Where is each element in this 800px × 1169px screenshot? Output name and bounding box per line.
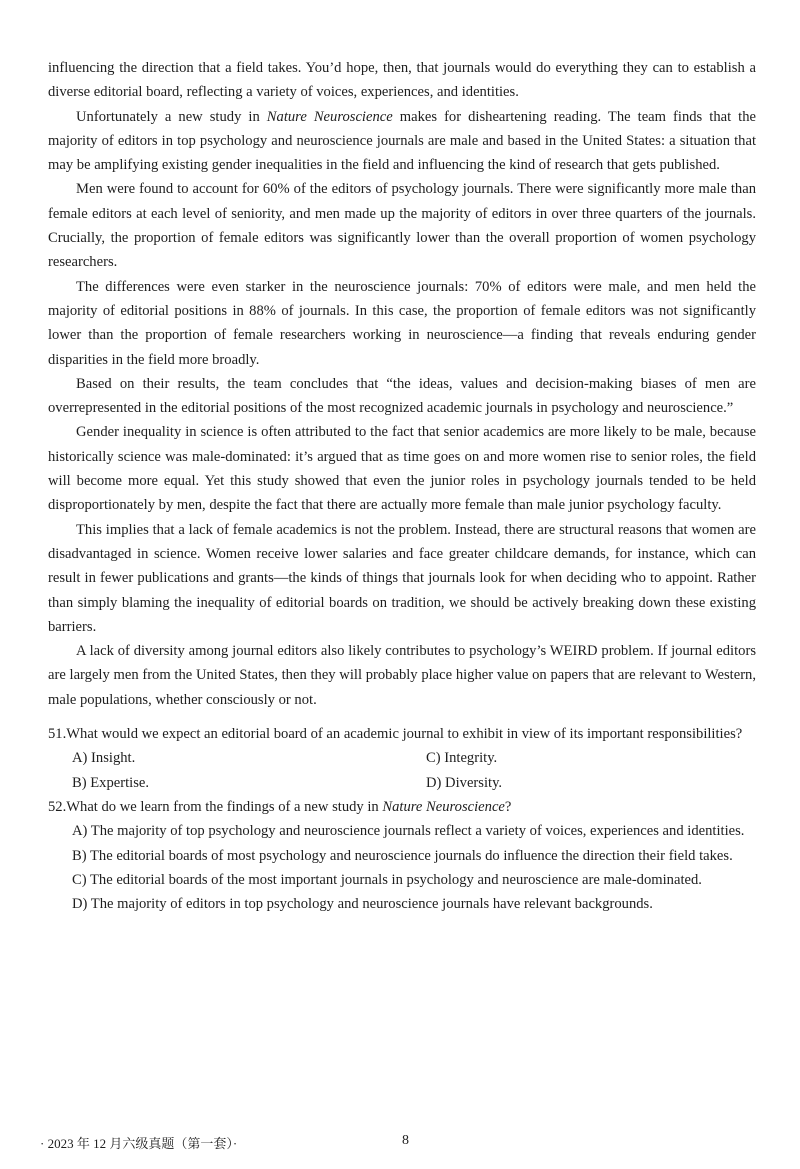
passage-paragraph	[48, 56, 756, 105]
paragraph-text: This implies that a lack of female academics is not the problem. Instead, there are structural reasons that women are disadvantaged in science. Women receive lower salaries and face greater childcare demands, for instance, which can result in fewer publications and grants—the kinds of things that journals look for when deciding who to appoint. Rather than simply blaming the inequality of editorial boards on tradition, we should be actively breaking down these existing barriers.	[48, 521, 756, 635]
passage-paragraph	[48, 420, 756, 517]
paragraph-text: The differences were even starker in the neuroscience journals: 70% of editors were male, and men held the majority of editorial positions in 88% of journals. In this case, the proportion of female editors was not significantly lower than the proportion of female researchers working in neuroscience—a finding that reveals enduring gender disparities in the field more broadly.	[48, 278, 756, 368]
reading-passage	[48, 56, 756, 712]
page-number: 8	[402, 1133, 409, 1148]
passage-paragraph	[48, 639, 756, 712]
paragraph-text: makes for disheartening reading. The team finds that the majority of editors in top psychology and neuroscience journals are male and based in the United States: a situation that may be amplifying existing gender inequalities in the field and influencing the kind of research that gets published.	[48, 108, 757, 174]
option-d[interactable]: D) The majority of editors in top psychology and neuroscience journals have relevant backgrounds.	[72, 896, 653, 913]
paragraph-text: influencing the direction that a field takes. You’d hope, then, that journals would do everything they can to establish a diverse editorial board, reflecting a variety of voices, experiences, and identities.	[48, 60, 756, 101]
question-51	[48, 722, 756, 795]
passage-paragraph	[48, 372, 756, 421]
option-b[interactable]: B) The editorial boards of most psychology and neuroscience journals do influence the direction their field takes.	[72, 847, 733, 864]
question-text-part: ?	[504, 798, 512, 815]
passage-paragraph	[48, 105, 756, 178]
paragraph-text: Based on their results, the team concludes that “the ideas, values and decision-making biases of men are overrepresented in the editorial positions of the most recognized academic journals in psychology and neuroscience.”	[48, 375, 756, 417]
paragraph-text: Men were found to account for 60% of the editors of psychology journals. There were significantly more male than female editors at each level of seniority, and men made up the majority of editors in over three quarters of the journals. Crucially, the proportion of female editors was significantly lower than the overall proportion of women psychology researchers.	[48, 181, 756, 271]
journal-title: Nature Neuroscience	[382, 798, 505, 815]
option-c[interactable]: C) Integrity.	[426, 750, 498, 767]
question-number: 52.	[48, 798, 67, 815]
question-text: What would we expect an editorial board of an academic journal to exhibit in view of its important responsibilities?	[66, 726, 743, 743]
passage-paragraph	[48, 518, 756, 639]
option-c[interactable]: C) The editorial boards of the most important journals in psychology and neuroscience are male-dominated.	[72, 871, 702, 888]
question-52	[48, 795, 756, 916]
option-b[interactable]: B) Expertise.	[72, 774, 150, 791]
paragraph-text: Gender inequality in science is often attributed to the fact that senior academics are more likely to be male, because historically science was male-dominated: it’s argued that as time goes on and more women rise to senior roles, the field will become more equal. Yet this study showed that even the junior roles in psychology journals tended to be held disproportionately by men, despite the fact that there are actually more female than male junior psychology faculty.	[48, 424, 756, 514]
option-d[interactable]: D) Diversity.	[426, 774, 503, 791]
question-text	[66, 795, 756, 819]
questions-section	[48, 722, 756, 916]
options-grid	[72, 746, 756, 795]
passage-paragraph	[48, 275, 756, 372]
option-a[interactable]: A) Insight.	[72, 750, 136, 767]
paragraph-text: Unfortunately a new study in	[76, 108, 267, 125]
journal-title: Nature Neuroscience	[266, 108, 393, 125]
question-number: 51.	[48, 726, 67, 743]
passage-paragraph	[48, 177, 756, 274]
paragraph-text: A lack of diversity among journal editors also likely contributes to psychology’s WEIRD problem. If journal editors are largely men from the United States, then they will probably place higher value on papers that are relevant to Western, male populations, whether consciously or not.	[48, 643, 756, 708]
page-content	[48, 56, 756, 916]
exam-source: · 2023 年 12 月六级真题（第一套）·	[40, 1136, 238, 1151]
option-a[interactable]: A) The majority of top psychology and neuroscience journals reflect a variety of voices, experiences and identities.	[72, 823, 745, 840]
question-text-part: What do we learn from the findings of a new study in	[66, 798, 383, 815]
